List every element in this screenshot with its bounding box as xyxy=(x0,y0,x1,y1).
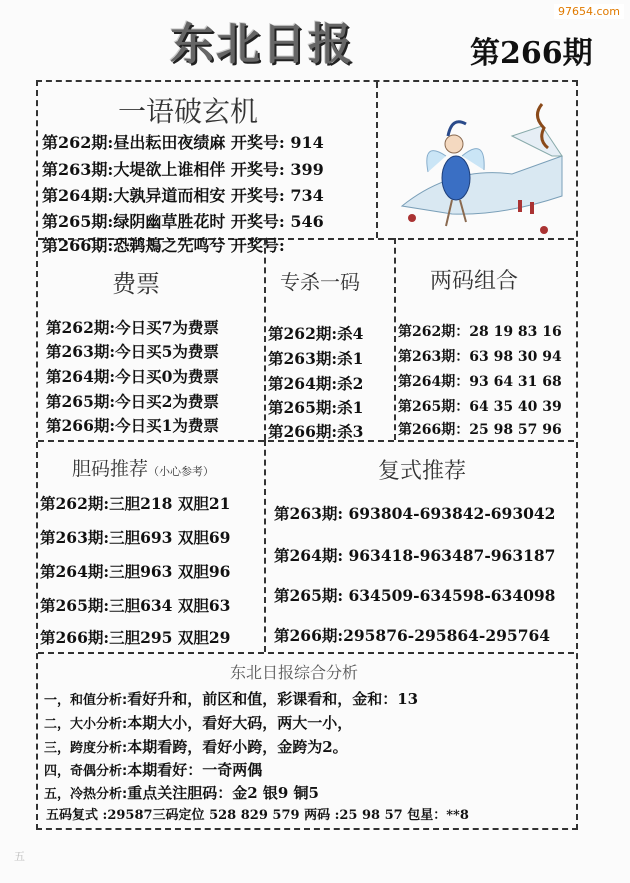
gall-row-262: 第262期:三胆218 双胆21 xyxy=(40,494,231,513)
kill-row-263: 第263期:杀1 xyxy=(268,349,364,368)
pair-row-265: 第265期：64 35 40 39 xyxy=(398,399,562,415)
pair-row-266: 第266期：25 98 57 96 xyxy=(398,422,562,438)
combo-row-264: 第264期: 963418-963487-963187 xyxy=(274,546,556,565)
divider-vertical-top xyxy=(376,82,378,238)
gall-row-265: 第265期:三胆634 双胆63 xyxy=(40,596,231,615)
divider-vertical-mid-2 xyxy=(394,238,396,440)
gall-row-263: 第263期:三胆693 双胆69 xyxy=(40,528,231,547)
combo-row-265: 第265期: 634509-634598-634098 xyxy=(274,586,556,605)
analysis-row-span: 三，跨度分析:本期看跨，看好小跨，金跨为2。 xyxy=(44,738,348,756)
analysis-row-size: 二，大小分析:本期大小，看好大码，两大一小， xyxy=(44,714,353,732)
kill-row-266: 第266期:杀3 xyxy=(268,422,364,441)
combo-title: 复式推荐 xyxy=(378,459,467,484)
divider-vertical-bottom xyxy=(264,440,266,652)
riddle-title: 一语破玄机 xyxy=(118,95,259,128)
kill-row-262: 第262期:杀4 xyxy=(268,324,364,343)
fee-row-266: 第266期:今日买1为费票 xyxy=(46,416,219,435)
fairy-illustration xyxy=(392,96,570,240)
site-watermark: 97654.com xyxy=(554,4,624,19)
analysis-footer: 五码复式 :29587三码定位 528 829 579 两码 :25 98 57 包星：**8 xyxy=(46,808,469,823)
kill-title: 专杀一码 xyxy=(280,270,360,294)
fee-row-264: 第264期:今日买0为费票 xyxy=(46,367,219,386)
riddle-row-264: 第264期:大孰异道而相安 开奖号: 734 xyxy=(42,186,324,205)
kill-row-264: 第264期:杀2 xyxy=(268,374,364,393)
fee-row-263: 第263期:今日买5为费票 xyxy=(46,342,219,361)
divider-horizontal-3 xyxy=(38,652,574,654)
pair-title: 两码组合 xyxy=(430,269,519,294)
pair-row-262: 第262期：28 19 83 16 xyxy=(398,324,562,340)
combo-row-266: 第266期:295876-295864-295764 xyxy=(274,626,551,645)
analysis-row-hotcold: 五，冷热分析:重点关注胆码：金2 银9 铜5 xyxy=(44,784,319,802)
divider-vertical-mid-1 xyxy=(264,238,266,440)
gall-row-266: 第266期:三胆295 双胆29 xyxy=(40,628,231,647)
analysis-title: 东北日报综合分析 xyxy=(230,663,359,682)
fee-title: 费票 xyxy=(112,270,160,298)
issue-number: 第266期 xyxy=(470,36,593,71)
gall-title: 胆码推荐（小心参考） xyxy=(72,458,215,480)
analysis-row-parity: 四，奇偶分析:本期看好：一奇两偶 xyxy=(44,761,263,779)
fee-row-262: 第262期:今日买7为费票 xyxy=(46,318,219,337)
pair-row-263: 第263期：63 98 30 94 xyxy=(398,349,562,365)
gall-note: （小心参考） xyxy=(148,465,215,478)
gall-row-264: 第264期:三胆963 双胆96 xyxy=(40,562,231,581)
riddle-row-266: 第266期:恐鹈鴂之先鸣兮 开奖号: xyxy=(42,236,285,255)
page-number: 五 xyxy=(14,850,25,863)
riddle-row-263: 第263期:大堤欲上谁相伴 开奖号: 399 xyxy=(42,160,324,179)
fee-row-265: 第265期:今日买2为费票 xyxy=(46,392,219,411)
riddle-row-262: 第262期:昼出耘田夜绩麻 开奖号: 914 xyxy=(42,133,324,152)
combo-row-263: 第263期: 693804-693842-693042 xyxy=(274,504,556,523)
analysis-row-sum: 一，和值分析:看好升和，前区和值，彩课看和，金和：13 xyxy=(44,690,419,708)
pair-row-264: 第264期：93 64 31 68 xyxy=(398,374,562,390)
kill-row-265: 第265期:杀1 xyxy=(268,398,364,417)
masthead-title: 东北日报 xyxy=(170,19,354,70)
riddle-row-265: 第265期:绿阴幽草胜花时 开奖号: 546 xyxy=(42,212,324,231)
